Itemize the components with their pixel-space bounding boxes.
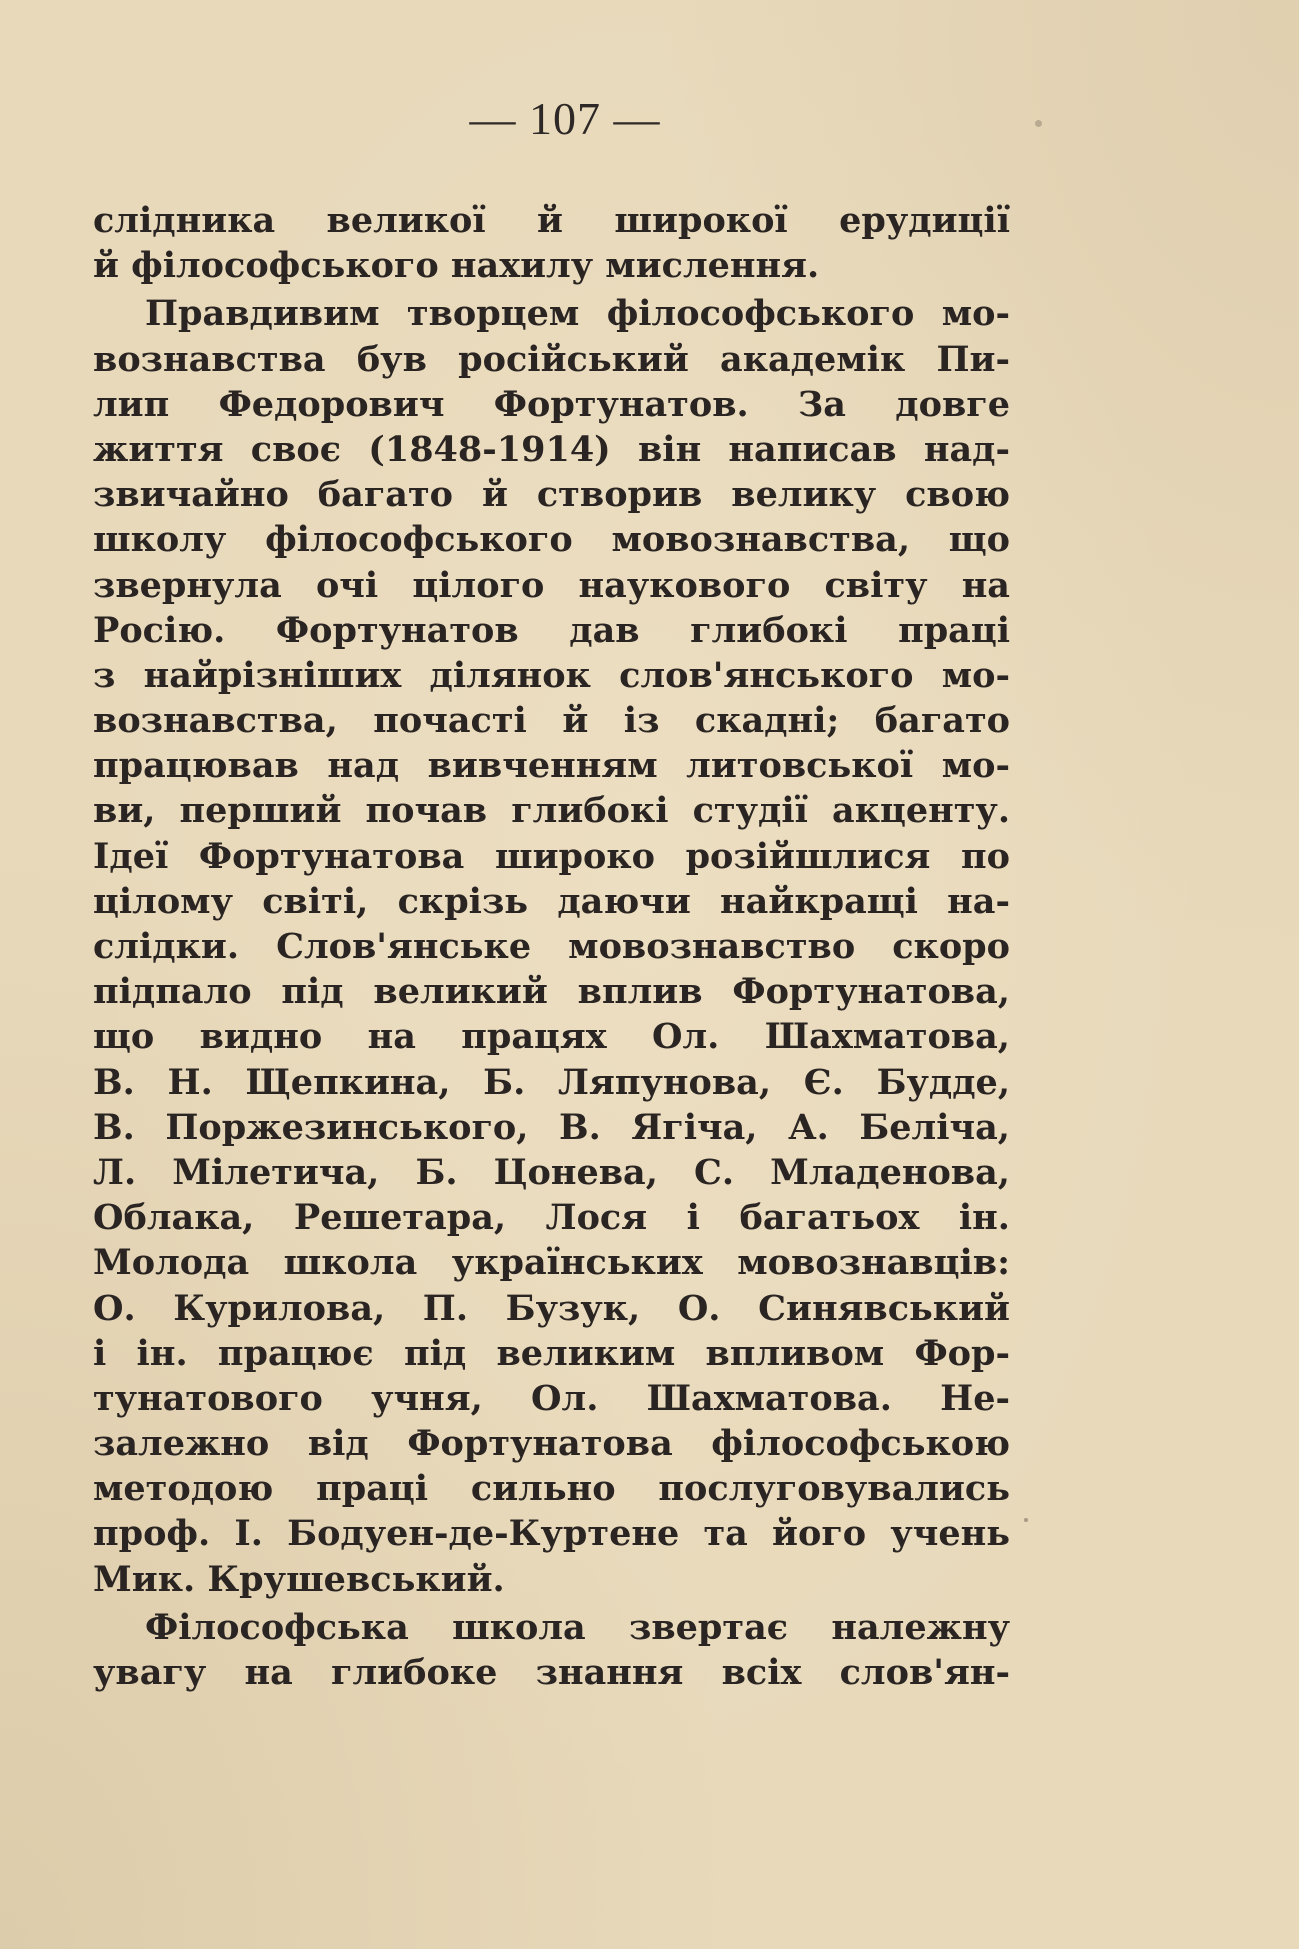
text-line: Л. Мілетича, Б. Цонева, С. Младенова, [93, 1151, 1010, 1193]
text-line: залежно від Фортунатова філософською [93, 1423, 1010, 1465]
text-line: Мик. Крушевський. [93, 1558, 505, 1600]
text-line: тунатового учня, Ол. Шахматова. Не- [93, 1377, 1010, 1419]
text-line: Правдивим творцем філософського мо- [145, 293, 1010, 335]
text-line: увагу на глибоке знання всіх слов'ян- [93, 1652, 1010, 1693]
text-line: О. Курилова, П. Бузук, О. Синявський [93, 1287, 1010, 1329]
text-line: школу філософського мовознавства, що [93, 519, 1010, 561]
text-line: Росію. Фортунатов дав глибокі праці [93, 609, 1010, 651]
text-line: Ідеї Фортунатова широко розійшлися по [93, 835, 1010, 877]
text-line: В. Поржезинського, В. Ягіча, А. Беліча, [93, 1106, 1010, 1148]
text-line: ви, перший почав глибокі студії акценту. [93, 790, 1010, 832]
text-line: працював над вивченням литовської мо- [93, 745, 1010, 787]
text-line: вознавства, почасті й із скадні; багато [93, 700, 1010, 742]
text-line: що видно на працях Ол. Шахматова, [93, 1016, 1010, 1058]
paper-speck [1035, 120, 1042, 127]
text-line: вознавства був російський академік Пи- [93, 338, 1010, 380]
text-line: і ін. працює під великим впливом Фор- [93, 1332, 1010, 1374]
text-line: слідника великої й широкої ерудиції [93, 200, 1010, 241]
text-line: звернула очі цілого наукового світу на [93, 564, 1010, 606]
text-line: життя своє (1848-1914) він написав над- [93, 428, 1010, 470]
paper-speck [1024, 1518, 1028, 1522]
text-line: методою праці сильно послуговувались [93, 1468, 1010, 1510]
text-line: Філософська школа звертає належну [145, 1606, 1010, 1648]
text-line: лип Федорович Фортунатов. За довге [93, 383, 1010, 425]
text-line: з найрізніших ділянок слов'янського мо- [93, 654, 1010, 696]
text-line: підпало під великий вплив Фортунатова, [93, 971, 1010, 1013]
text-line: й філософського нахилу мислення. [93, 245, 820, 287]
text-line: Облака, Решетара, Лося і багатьох ін. [93, 1197, 1010, 1239]
text-line: звичайно багато й створив велику свою [93, 474, 1010, 516]
text-line: В. Н. Щепкина, Б. Ляпунова, Є. Будде, [93, 1061, 1010, 1103]
text-line: цілому світі, скрізь даючи найкращі на- [93, 880, 1010, 922]
body-text [93, 198, 1010, 1695]
page-number: — 107 — [469, 93, 661, 144]
text-line: Молода школа українських мовознавців: [93, 1242, 1010, 1284]
text-line: проф. І. Бодуен-де-Куртене та його учень [93, 1513, 1010, 1555]
text-line: слідки. Слов'янське мовознавство скоро [93, 926, 1010, 967]
